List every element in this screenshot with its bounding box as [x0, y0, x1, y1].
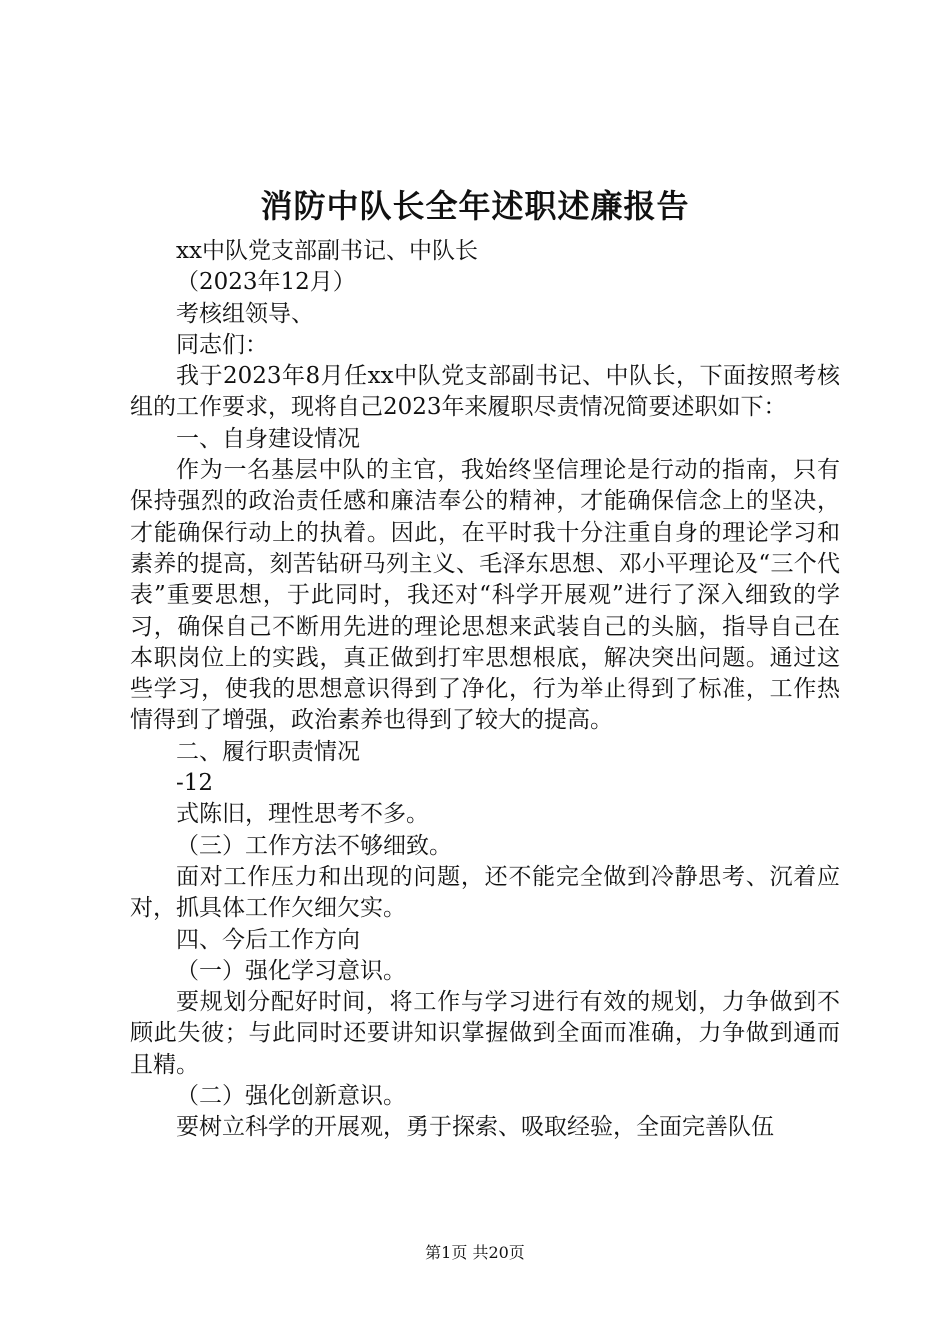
page-break-marker: -12: [176, 770, 214, 797]
subheading-4-2-paragraph: 要树立科学的开展观，勇于探索、吸取经验，全面完善队伍: [176, 1114, 774, 1141]
section-heading-2: 二、履行职责情况: [176, 738, 360, 765]
subheading-3: （三）工作方法不够细致。: [176, 832, 452, 859]
date-line: （2023年12月）: [176, 269, 356, 296]
continued-paragraph: 式陈旧，理性思考不多。: [176, 801, 429, 828]
section-heading-1: 一、自身建设情况: [176, 425, 360, 452]
subheading-4-2: （二）强化创新意识。: [176, 1083, 406, 1110]
subheading-4-1: （一）强化学习意识。: [176, 957, 406, 984]
author-line: xx中队党支部副书记、中队长: [176, 238, 478, 264]
salutation-comrades: 同志们：: [176, 331, 268, 358]
page-number-footer: 第1页 共20页: [425, 1243, 525, 1262]
intro-paragraph: 我于2023年8月任xx中队党支部副书记、中队长，下面按照考核组的工作要求，现将自己2023年来履职尽责情况简要述职如下：: [130, 363, 840, 421]
section-1-paragraph: 作为一名基层中队的主官，我始终坚信理论是行动的指南，只有保持强烈的政治责任感和廉洁奉公的精神，才能确保信念上的坚决，才能确保行动上的执着。因此，在平时我十分注重自身的理论学习和素养的提高，刻苦钻研马列主义、毛泽东思想、邓小平理论及“三个代表”重要思想，于此同时，我还对“科学开展观”进行了深入细致的学习，确保自己不断用先进的理论思想来武装自己的头脑，指导自己在本职岗位上的实践，真正做到打牢思想根底，解决突出问题。通过这些学习，使我的思想意识得到了净化，行为举止得到了标准，工作热情得到了增强，政治素养也得到了较大的提高。: [130, 457, 840, 734]
salutation-leaders: 考核组领导、: [176, 300, 314, 327]
section-heading-4: 四、今后工作方向: [176, 926, 360, 953]
document-title: 消防中队长全年述职述廉报告: [260, 187, 690, 225]
subheading-3-paragraph: 面对工作压力和出现的问题，还不能完全做到冷静思考、沉着应对，抓具体工作欠细欠实。: [130, 863, 840, 922]
subheading-4-1-paragraph: 要规划分配好时间，将工作与学习进行有效的规划，力争做到不顾此失彼；与此同时还要讲知识掌握做到全面而准确，力争做到通而且精。: [130, 989, 840, 1078]
document-body: [130, 236, 840, 1144]
